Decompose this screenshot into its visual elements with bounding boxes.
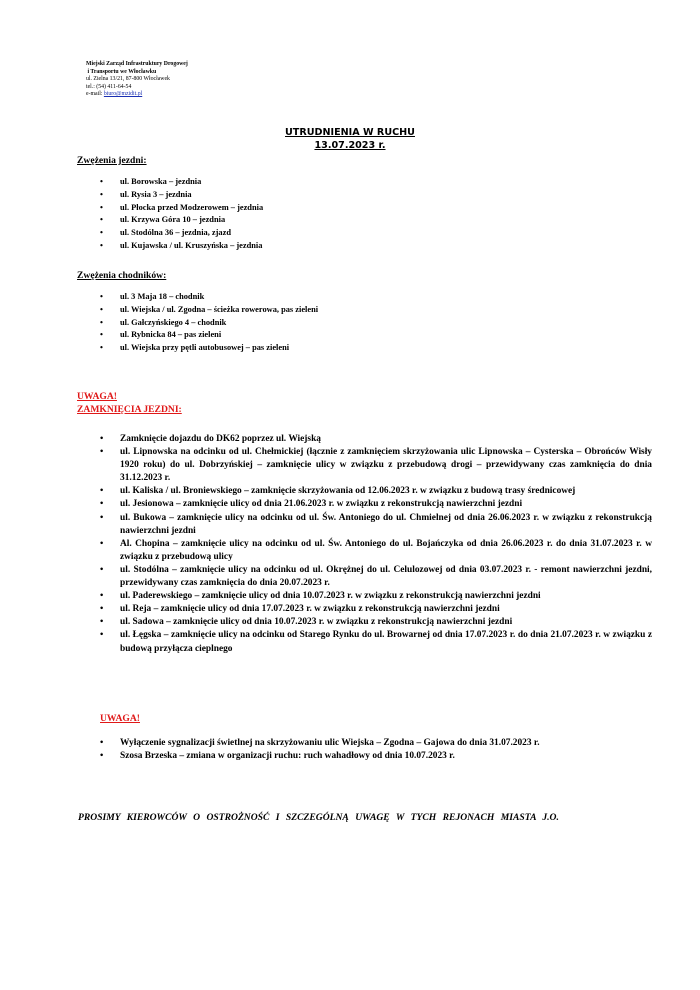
page-date: 13.07.2023 r. xyxy=(314,140,386,151)
narrowing-sidewalks-list xyxy=(100,291,620,355)
list-item: • ul. Wiejska przy pętli autobusowej – pas zieleni xyxy=(100,342,620,355)
list-item: • ul. Lipnowska na odcinku od ul. Chełmickiej (łącznie z zamknięciem skrzyżowania ulic Lipnowska – Cysterska – Obrońców Wisły 1920 roku) do ul. Dobrzyńskiej – zamknięcie ulicy w związku z przebudową drogi – przewidywany czas zamknięcia do dnia 31.12.2023 r. xyxy=(100,446,652,485)
org-phone: tel.: (54) 411-64-54 xyxy=(86,83,132,90)
org-name-line2: i Transportu we Włocławku xyxy=(86,68,157,75)
list-item: • ul. Płocka przed Modzerowem – jezdnia xyxy=(100,202,620,215)
list-item: • ul. Wiejska / ul. Zgodna – ścieżka rowerowa, pas zieleni xyxy=(100,304,620,317)
list-item: • ul. Gałczyńskiego 4 – chodnik xyxy=(100,317,620,330)
narrowing-roads-heading: Zwężenia jezdni: xyxy=(77,155,147,166)
closures-warning: UWAGA! xyxy=(77,391,117,402)
page-title: UTRUDNIENIA W RUCHU xyxy=(285,127,415,138)
list-item: • Al. Chopina – zamknięcie ulicy na odcinku od ul. Św. Antoniego do ul. Bojańczyka od dnia 26.06.2023 r. do dnia 31.07.2023 r. w związku z przebudową ulicy xyxy=(100,538,652,564)
list-item: • ul. Jesionowa – zamknięcie ulicy od dnia 21.06.2023 r. w związku z rekonstrukcją nawierzchni jezdni xyxy=(100,498,652,511)
list-item: • Zamknięcie dojazdu do DK62 poprzez ul. Wiejską xyxy=(100,433,652,446)
list-item: • ul. Kaliska / ul. Broniewskiego – zamknięcie skrzyżowania od 12.06.2023 r. w związku z budową trasy średnicowej xyxy=(100,485,652,498)
org-email-row xyxy=(86,91,188,99)
list-item: • ul. Krzywa Góra 10 – jezdnia xyxy=(100,214,620,227)
list-item: • ul. Reja – zamknięcie ulicy od dnia 17.07.2023 r. w związku z rekonstrukcją nawierzchni jezdni xyxy=(100,603,652,616)
list-item: • ul. Rysia 3 – jezdnia xyxy=(100,189,620,202)
list-item: • ul. Stodólna 36 – jezdnia, zjazd xyxy=(100,227,620,240)
notices-warning: UWAGA! xyxy=(100,713,140,724)
narrowing-sidewalks-heading: Zwężenia chodników: xyxy=(77,270,167,281)
list-item: • ul. Borowska – jezdnia xyxy=(100,176,620,189)
list-item: • ul. Kujawska / ul. Kruszyńska – jezdnia xyxy=(100,240,620,253)
list-item: • ul. Sadowa – zamknięcie ulicy od dnia 10.07.2023 r. w związku z rekonstrukcją nawierzchni jezdni xyxy=(100,616,652,629)
list-item: • ul. Rybnicka 84 – pas zieleni xyxy=(100,329,620,342)
org-address: ul. Zielna 13/21, 87-800 Włocławek xyxy=(86,76,170,83)
closures-heading: ZAMKNIĘCIA JEZDNI: xyxy=(77,404,182,415)
email-link[interactable]: biuro@mzidit.pl xyxy=(103,91,143,98)
list-item: • Wyłączenie sygnalizacji świetlnej na skrzyżowaniu ulic Wiejska – Zgodna – Gajowa do dnia 31.07.2023 r. xyxy=(100,737,652,750)
list-item: • ul. Łęgska – zamknięcie ulicy na odcinku od Starego Rynku do ul. Browarnej od dnia 17.07.2023 r. do dnia 21.07.2023 r. w związku z budową przyłącza cieplnego xyxy=(100,629,652,655)
notices-list xyxy=(100,737,652,763)
closing-appeal: PROSIMY KIEROWCÓW O OSTROŻNOŚĆ I SZCZEGÓLNĄ UWAGĘ W TYCH REJONACH MIASTA J.O. xyxy=(78,812,559,823)
list-item: • Szosa Brzeska – zmiana w organizacji ruchu: ruch wahadłowy od dnia 10.07.2023 r. xyxy=(100,750,652,763)
closures-list xyxy=(100,433,652,656)
list-item: • ul. Bukowa – zamknięcie ulicy na odcinku od ul. Św. Antoniego do ul. Chmielnej od dnia 26.06.2023 r. w związku z rekonstrukcją nawierzchni jezdni xyxy=(100,512,652,538)
list-item: • ul. Paderewskiego – zamknięcie ulicy od dnia 10.07.2023 r. w związku z rekonstrukcją nawierzchni jezdni xyxy=(100,590,652,603)
list-item: • ul. 3 Maja 18 – chodnik xyxy=(100,291,620,304)
email-label: e-mail: xyxy=(86,91,104,98)
narrowing-roads-list xyxy=(100,176,620,253)
letterhead xyxy=(86,61,188,99)
list-item: • ul. Stodólna – zamknięcie ulicy na odcinku od ul. Okrężnej do ul. Celulozowej od dnia 03.07.2023 r. - remont nawierzchni jezdni, przewidywany czas zamknięcia do dnia 20.07.2023 r. xyxy=(100,564,652,590)
org-name-line1: Miejski Zarząd Infrastruktury Drogowej xyxy=(86,61,188,67)
